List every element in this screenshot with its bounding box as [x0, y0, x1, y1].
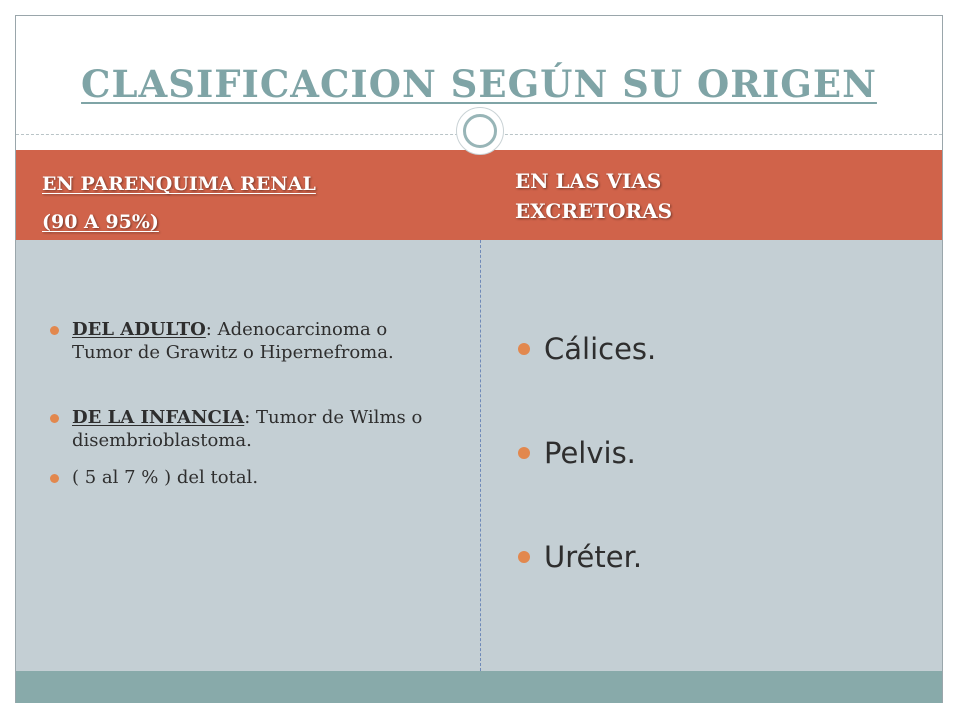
list-item-pelvis [518, 431, 898, 475]
list-item-text: Tumor de Wilms o disembrioblastoma. [72, 407, 423, 451]
list-item-adulto [50, 318, 450, 364]
slide-title: CLASIFICACION SEGÚN SU ORIGEN [81, 62, 877, 106]
list-item-separator: : [205, 319, 212, 340]
list-item-infancia [50, 406, 450, 452]
right-column-list [518, 327, 898, 579]
left-column-header [42, 165, 316, 241]
ornament-ring [463, 114, 497, 148]
footer-band [16, 671, 942, 703]
list-item-ureter [518, 535, 898, 579]
list-item-text: Adenocarcinoma o Tumor de Grawitz o Hipernefroma. [72, 319, 394, 363]
list-item-text: ( 5 al 7 % ) del total. [72, 467, 259, 488]
list-item-porcentaje [50, 466, 450, 489]
list-item-text: Pelvis. [544, 436, 636, 470]
left-column-list [50, 318, 450, 489]
list-item-term: DEL ADULTO [72, 319, 206, 340]
round-bullet-icon [518, 551, 530, 563]
round-bullet-icon [50, 474, 59, 483]
round-bullet-icon [518, 343, 530, 355]
column-divider [480, 240, 481, 671]
round-bullet-icon [518, 447, 530, 459]
round-bullet-icon [50, 326, 59, 335]
list-item-calices [518, 327, 898, 371]
double-circle-ornament-icon [456, 107, 504, 155]
round-bullet-icon [50, 414, 59, 423]
left-header-line-2: (90 A 95%) [42, 211, 159, 233]
right-column-header: EN LAS VIAS EXCRETORAS [515, 169, 673, 223]
left-header-line-1: EN PARENQUIMA RENAL [42, 173, 316, 195]
list-item-text: Uréter. [544, 540, 643, 574]
list-item-term: DE LA INFANCIA [72, 407, 245, 428]
list-item-separator: : [244, 407, 251, 428]
list-item-text: Cálices. [544, 332, 657, 366]
